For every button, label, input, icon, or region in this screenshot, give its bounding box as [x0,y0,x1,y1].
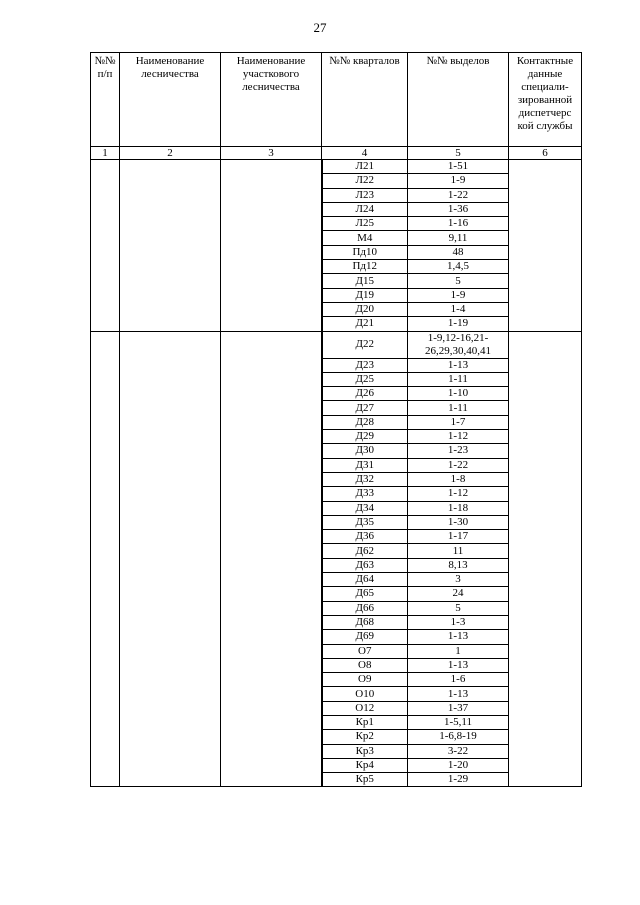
column-number: 5 [408,147,509,160]
kvartal-cell: М4 [322,231,408,245]
kvartal-cell: Л21 [322,160,408,174]
vydely-cell: 1-13 [408,358,509,372]
group-2-rows [91,331,582,787]
vydely-cell: 11 [408,544,509,558]
vydely-cell: 1,4,5 [408,260,509,274]
vydely-cell: 5 [408,274,509,288]
vydely-cell: 3-22 [408,744,509,758]
vydely-cell: 1-11 [408,401,509,415]
header-forestry-name: Наименование лесничества [120,53,221,147]
kvartal-cell: Кр3 [322,744,408,758]
kvartal-cell: Д19 [322,288,408,302]
kvartal-cell: Д68 [322,615,408,629]
column-number: 1 [91,147,120,160]
district-forestry-cell [221,331,322,787]
vydely-cell: 1-22 [408,458,509,472]
group-1-rows [91,160,582,332]
forestry-table [90,52,582,787]
kvartal-cell: О8 [322,658,408,672]
kvartal-cell: О7 [322,644,408,658]
dispatch-contacts-cell [509,160,582,332]
vydely-cell: 1-8 [408,472,509,486]
header-number: №№ п/п [91,53,120,147]
kvartal-cell: Л22 [322,174,408,188]
vydely-cell: 9,11 [408,231,509,245]
forestry-name-cell [120,160,221,332]
number-cell [91,331,120,787]
vydely-cell: 1-18 [408,501,509,515]
kvartal-cell: Д29 [322,430,408,444]
kvartal-cell: Д21 [322,317,408,331]
district-forestry-cell [221,160,322,332]
header-vydely: №№ выделов [408,53,509,147]
kvartal-cell: Пд12 [322,260,408,274]
vydely-cell: 1-13 [408,687,509,701]
kvartal-cell: Д30 [322,444,408,458]
kvartal-cell: Д64 [322,573,408,587]
vydely-cell: 1-10 [408,387,509,401]
kvartal-cell: Д27 [322,401,408,415]
vydely-cell: 1-29 [408,773,509,787]
kvartal-cell: Кр2 [322,730,408,744]
kvartal-cell: Д33 [322,487,408,501]
vydely-cell: 3 [408,573,509,587]
kvartal-cell: Д35 [322,515,408,529]
header-row [91,53,582,147]
column-number-row [91,147,582,160]
kvartal-cell: Д32 [322,472,408,486]
kvartal-cell: Л25 [322,217,408,231]
vydely-cell: 1-6 [408,673,509,687]
kvartal-cell: Кр5 [322,773,408,787]
column-number: 4 [322,147,408,160]
table-row [91,160,582,174]
header-kvartaly: №№ кварталов [322,53,408,147]
kvartal-cell: Д26 [322,387,408,401]
vydely-cell: 1-11 [408,372,509,386]
kvartal-cell: О10 [322,687,408,701]
vydely-cell: 1-20 [408,758,509,772]
kvartal-cell: Д31 [322,458,408,472]
kvartal-cell: О12 [322,701,408,715]
kvartal-cell: Д63 [322,558,408,572]
vydely-cell: 1-13 [408,658,509,672]
header-district-forestry-name: Наименование участкового лесничества [221,53,322,147]
vydely-cell: 1-19 [408,317,509,331]
kvartal-cell: О9 [322,673,408,687]
vydely-cell: 1-16 [408,217,509,231]
vydely-cell: 1-23 [408,444,509,458]
vydely-cell: 1-17 [408,530,509,544]
vydely-cell: 1-22 [408,188,509,202]
kvartal-cell: Д65 [322,587,408,601]
vydely-cell: 1-12 [408,430,509,444]
kvartal-cell: Д66 [322,601,408,615]
kvartal-cell: Л24 [322,202,408,216]
vydely-cell: 1-3 [408,615,509,629]
vydely-cell: 1-4 [408,302,509,316]
vydely-cell: 1-30 [408,515,509,529]
kvartal-cell: Пд10 [322,245,408,259]
vydely-cell: 48 [408,245,509,259]
kvartal-cell: Д15 [322,274,408,288]
kvartal-cell: Д28 [322,415,408,429]
vydely-cell: 1-51 [408,160,509,174]
kvartal-cell: Д25 [322,372,408,386]
vydely-cell: 24 [408,587,509,601]
column-number: 2 [120,147,221,160]
vydely-cell: 1-9 [408,174,509,188]
kvartal-cell: Д62 [322,544,408,558]
column-number: 3 [221,147,322,160]
vydely-cell: 1-37 [408,701,509,715]
dispatch-contacts-cell [509,331,582,787]
kvartal-cell: Л23 [322,188,408,202]
vydely-cell: 1-6,8-19 [408,730,509,744]
kvartal-cell: Кр4 [322,758,408,772]
vydely-cell: 8,13 [408,558,509,572]
vydely-cell: 5 [408,601,509,615]
vydely-cell: 1-13 [408,630,509,644]
forestry-name-cell [120,331,221,787]
number-cell [91,160,120,332]
vydely-cell: 1-5,11 [408,715,509,729]
page-number: 27 [313,20,327,35]
vydely-cell: 1-9,12-16,21-26,29,30,40,41 [408,331,509,358]
vydely-cell: 1-9 [408,288,509,302]
table-row [91,331,582,358]
kvartal-cell: Д36 [322,530,408,544]
kvartal-cell: Д69 [322,630,408,644]
vydely-cell: 1-12 [408,487,509,501]
vydely-cell: 1-36 [408,202,509,216]
kvartal-cell: Д22 [322,331,408,358]
vydely-cell: 1-7 [408,415,509,429]
vydely-cell: 1 [408,644,509,658]
header-dispatch-contacts: Контактные данные специали-зированной диспетчерс кой службы [509,53,582,147]
kvartal-cell: Д20 [322,302,408,316]
kvartal-cell: Д34 [322,501,408,515]
column-number: 6 [509,147,582,160]
kvartal-cell: Д23 [322,358,408,372]
kvartal-cell: Кр1 [322,715,408,729]
